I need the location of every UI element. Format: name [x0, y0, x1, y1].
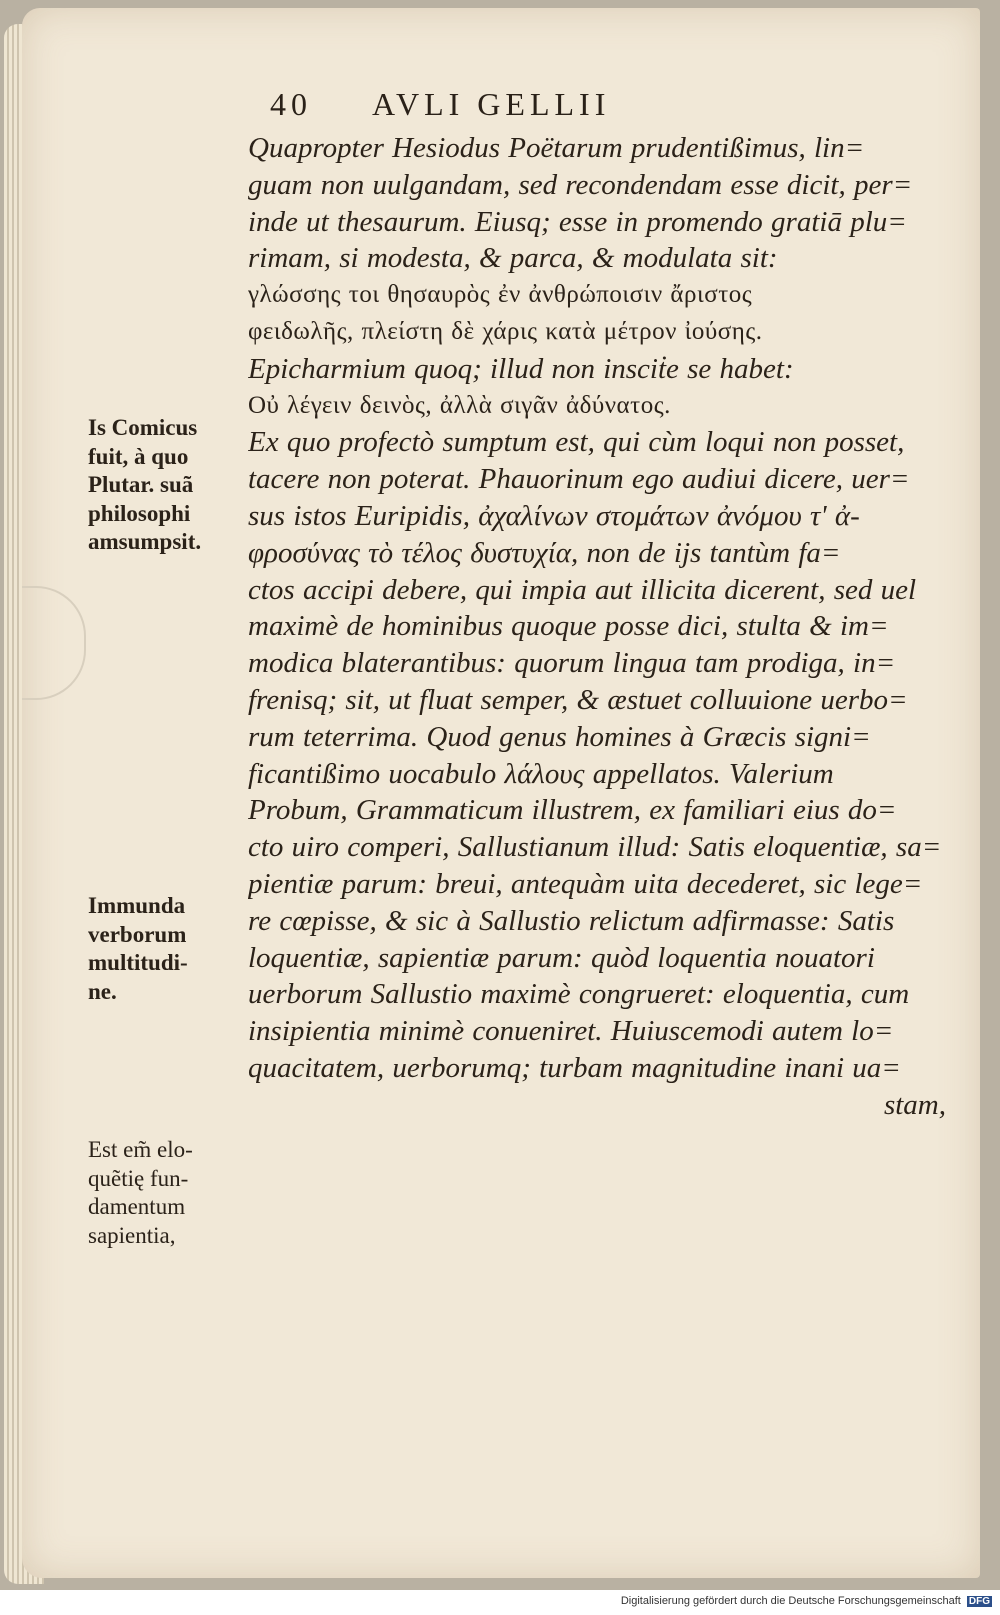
- bookmark-tab: [22, 586, 86, 700]
- text-line: cto uiro comperi, Sallustianum illud: Satis eloquentiæ, sa=: [248, 831, 942, 864]
- text-line: pientiæ parum: breui, antequàm uita decederet, sic lege=: [248, 867, 923, 900]
- greek-line: γλώσσης τοι θησαυρὸς ἐν ἀνθρώποισιν ἄριστος: [248, 281, 753, 309]
- text-line: rum teterrima. Quod genus homines à Græcis signi=: [248, 720, 871, 753]
- text-line: loquentiæ, sapientiæ parum: quòd loquentia nouatori: [248, 941, 875, 974]
- note-line: damentum: [88, 1194, 186, 1219]
- text-line: ctos accipi debere, qui impia aut illicita dicerent, sed uel: [248, 573, 917, 606]
- text-line: rimam, si modesta, & parca, & modulata sit:: [248, 242, 778, 275]
- page-number: 40: [270, 86, 312, 122]
- note-line: quẽtię fun-: [88, 1165, 189, 1191]
- credit-text: Digitalisierung gefördert durch die Deutsche Forschungsgemeinschaft: [620, 1595, 961, 1607]
- note-line: Est em̃ elo-: [88, 1137, 193, 1162]
- note-line: Is Comicus: [88, 415, 198, 440]
- greek-line: φειδωλῆς, πλείστη δὲ χάρις κατὰ μέτρον ἰούσης.: [248, 317, 763, 345]
- note-line: amsumpsit.: [88, 529, 202, 554]
- text-line: inde ut thesaurum. Eiusq; esse in promendo gratiā plu=: [248, 205, 907, 238]
- text-line: tacere non poterat. Phauorinum ego audiui dicere, uer=: [248, 463, 910, 496]
- body-text: [248, 130, 958, 1124]
- note-line: philosophi: [88, 500, 191, 526]
- dfg-logo: DFG: [968, 1596, 990, 1607]
- catchword: stam,: [883, 1088, 946, 1121]
- text-line: re cœpisse, & sic à Sallustio relictum adfirmasse: Satis: [248, 904, 895, 937]
- note-line: Plutar. suã: [88, 472, 194, 497]
- margin-note-comicus: [88, 414, 248, 557]
- text-line: Probum, Grammaticum illustrem, ex familiari eius do=: [248, 794, 897, 827]
- running-title: AVLI GELLII: [372, 86, 611, 122]
- text-line: sus istos Euripidis, ἀχαλίνων στομάτων ἀνόμου τ' ἀ-: [248, 499, 860, 532]
- note-line: sapientia,: [88, 1222, 176, 1248]
- greek-line: Οὐ λέγειν δεινὸς, ἀλλὰ σιγᾶν ἀδύνατος.: [248, 391, 671, 419]
- note-line: fuit, à quo: [88, 443, 189, 469]
- note-line: Immunda: [88, 893, 186, 918]
- margin-note-immunda: [88, 892, 248, 1006]
- text-line: guam non uulgandam, sed recondendam esse dicit, per=: [248, 168, 913, 201]
- text-line: Epicharmium quoq; illud non insciṫe se habet:: [248, 352, 794, 385]
- text-line: Ex quo profectò sumptum est, qui cùm loqui non posset,: [248, 426, 905, 459]
- text-line: uerborum Sallustio maximè congrueret: eloquentia, cum: [248, 978, 910, 1011]
- text-line: ficantißimo uocabulo λάλους appellatos. Valerium: [248, 757, 834, 790]
- digitization-credit: [621, 1595, 992, 1607]
- text-line: frenisq; sit, ut fluat semper, & æstuet colluuione uerbo=: [248, 683, 908, 716]
- text-line: φροσύνας τὸ τέλος δυστυχία, non de ijs tantùm fa=: [248, 536, 841, 569]
- margin-note-eloquentia: [88, 1136, 248, 1250]
- note-line: verborum: [88, 921, 187, 947]
- running-header: [270, 86, 790, 123]
- note-line: multitudi-: [88, 950, 188, 975]
- text-line: Quapropter Hesiodus Poëtarum prudentißimus, lin=: [248, 132, 865, 164]
- note-line: ne.: [88, 978, 117, 1004]
- text-line: quacitatem, uerborumq; turbam magnitudine inani ua=: [248, 1051, 901, 1084]
- text-line: modica blaterantibus: quorum lingua tam prodiga, in=: [248, 647, 896, 680]
- text-line: maximè de hominibus quoque posse dici, stulta & im=: [248, 610, 889, 643]
- text-line: insipientia minimè conueniret. Huiuscemodi autem lo=: [248, 1015, 894, 1048]
